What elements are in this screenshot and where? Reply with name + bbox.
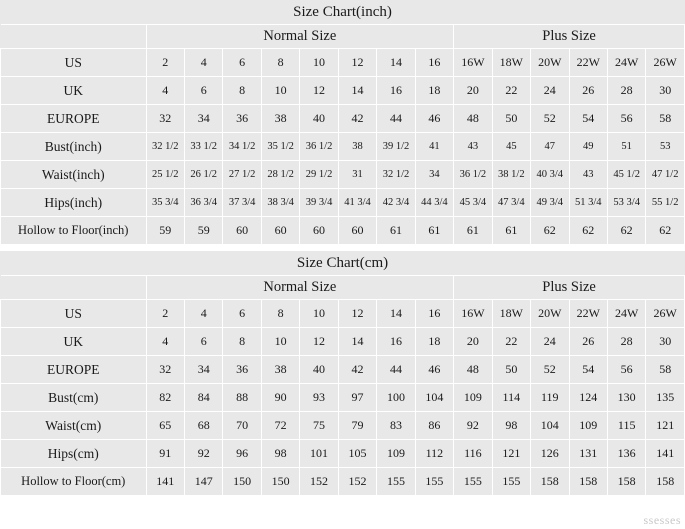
- cell-value: 150: [223, 468, 261, 496]
- cell-value: 105: [338, 440, 376, 468]
- cell-value: 60: [338, 217, 376, 245]
- cell-value: 12: [338, 300, 376, 328]
- size-chart-inch-table: [0, 0, 685, 245]
- cell-value: 50: [492, 105, 530, 133]
- cell-value: 4: [184, 49, 222, 77]
- cell-value: 70: [223, 412, 261, 440]
- cell-value: 56: [607, 105, 645, 133]
- cell-value: 62: [569, 217, 607, 245]
- cell-value: 10: [300, 300, 338, 328]
- cell-value: 14: [377, 49, 415, 77]
- cell-value: 131: [569, 440, 607, 468]
- cell-value: 93: [300, 384, 338, 412]
- table-row: [1, 77, 685, 105]
- cell-value: 60: [261, 217, 299, 245]
- cell-value: 2: [146, 49, 184, 77]
- cell-value: 158: [607, 468, 645, 496]
- cell-value: 90: [261, 384, 299, 412]
- corner-cell: [1, 25, 147, 49]
- cell-value: 126: [531, 440, 569, 468]
- cell-value: 53 3/4: [607, 189, 645, 217]
- cell-value: 34: [184, 105, 222, 133]
- table-row: [1, 384, 685, 412]
- cell-value: 41 3/4: [338, 189, 376, 217]
- cell-value: 92: [184, 440, 222, 468]
- cell-value: 43: [569, 161, 607, 189]
- cell-value: 47: [531, 133, 569, 161]
- cell-value: 8: [261, 300, 299, 328]
- cell-value: 155: [377, 468, 415, 496]
- cell-value: 42: [338, 105, 376, 133]
- chart-title-row: [1, 0, 685, 25]
- cell-value: 104: [415, 384, 453, 412]
- row-label: Hollow to Floor(inch): [1, 217, 147, 245]
- cell-value: 42 3/4: [377, 189, 415, 217]
- cell-value: 37 3/4: [223, 189, 261, 217]
- cell-value: 48: [454, 105, 492, 133]
- cell-value: 18: [415, 77, 453, 105]
- cell-value: 152: [338, 468, 376, 496]
- row-label: EUROPE: [1, 105, 147, 133]
- cell-value: 38: [338, 133, 376, 161]
- cell-value: 51 3/4: [569, 189, 607, 217]
- cell-value: 40: [300, 105, 338, 133]
- cell-value: 16: [415, 49, 453, 77]
- cell-value: 59: [146, 217, 184, 245]
- cell-value: 39 3/4: [300, 189, 338, 217]
- cell-value: 62: [531, 217, 569, 245]
- cell-value: 86: [415, 412, 453, 440]
- cell-value: 62: [607, 217, 645, 245]
- cell-value: 46: [415, 105, 453, 133]
- cell-value: 32 1/2: [377, 161, 415, 189]
- cell-value: 12: [338, 49, 376, 77]
- cell-value: 98: [261, 440, 299, 468]
- cell-value: 44 3/4: [415, 189, 453, 217]
- cell-value: 18W: [492, 49, 530, 77]
- cell-value: 26W: [646, 300, 685, 328]
- cell-value: 96: [223, 440, 261, 468]
- cell-value: 22W: [569, 300, 607, 328]
- cell-value: 36 1/2: [300, 133, 338, 161]
- cell-value: 4: [184, 300, 222, 328]
- size-chart-cm-block: [0, 251, 685, 496]
- cell-value: 40 3/4: [531, 161, 569, 189]
- cell-value: 24: [531, 328, 569, 356]
- cell-value: 8: [223, 77, 261, 105]
- table-row: [1, 412, 685, 440]
- row-label: UK: [1, 77, 147, 105]
- cell-value: 22: [492, 328, 530, 356]
- chart-title-row: [1, 251, 685, 276]
- cell-value: 68: [184, 412, 222, 440]
- cell-value: 6: [184, 328, 222, 356]
- chart-group-row: [1, 25, 685, 49]
- cell-value: 100: [377, 384, 415, 412]
- cell-value: 22: [492, 77, 530, 105]
- cell-value: 114: [492, 384, 530, 412]
- group-header-normal: Normal Size: [146, 276, 454, 300]
- cell-value: 20W: [531, 49, 569, 77]
- cell-value: 98: [492, 412, 530, 440]
- cell-value: 158: [646, 468, 685, 496]
- cell-value: 59: [184, 217, 222, 245]
- cell-value: 44: [377, 105, 415, 133]
- cell-value: 35 1/2: [261, 133, 299, 161]
- row-label: US: [1, 49, 147, 77]
- cell-value: 54: [569, 105, 607, 133]
- cell-value: 84: [184, 384, 222, 412]
- cell-value: 45: [492, 133, 530, 161]
- cell-value: 44: [377, 356, 415, 384]
- cell-value: 75: [300, 412, 338, 440]
- cell-value: 61: [415, 217, 453, 245]
- cell-value: 91: [146, 440, 184, 468]
- cell-value: 158: [569, 468, 607, 496]
- cell-value: 147: [184, 468, 222, 496]
- cell-value: 32 1/2: [146, 133, 184, 161]
- cell-value: 14: [338, 328, 376, 356]
- cell-value: 32: [146, 356, 184, 384]
- cell-value: 51: [607, 133, 645, 161]
- cell-value: 26: [569, 328, 607, 356]
- cell-value: 16W: [454, 300, 492, 328]
- cell-value: 40: [300, 356, 338, 384]
- cell-value: 60: [300, 217, 338, 245]
- cell-value: 12: [300, 328, 338, 356]
- cell-value: 65: [146, 412, 184, 440]
- cell-value: 141: [146, 468, 184, 496]
- cell-value: 48: [454, 356, 492, 384]
- cell-value: 34: [184, 356, 222, 384]
- group-header-normal: Normal Size: [146, 25, 454, 49]
- cell-value: 56: [607, 356, 645, 384]
- group-header-plus: Plus Size: [454, 276, 685, 300]
- cell-value: 53: [646, 133, 685, 161]
- cell-value: 16W: [454, 49, 492, 77]
- cell-value: 150: [261, 468, 299, 496]
- cell-value: 135: [646, 384, 685, 412]
- cell-value: 16: [377, 328, 415, 356]
- cell-value: 49 3/4: [531, 189, 569, 217]
- cell-value: 35 3/4: [146, 189, 184, 217]
- cell-value: 141: [646, 440, 685, 468]
- cell-value: 22W: [569, 49, 607, 77]
- row-label: UK: [1, 328, 147, 356]
- row-label: Hips(inch): [1, 189, 147, 217]
- row-label: Hollow to Floor(cm): [1, 468, 147, 496]
- cell-value: 45 1/2: [607, 161, 645, 189]
- cell-value: 6: [223, 49, 261, 77]
- cell-value: 10: [261, 328, 299, 356]
- corner-cell: [1, 276, 147, 300]
- row-label: Waist(cm): [1, 412, 147, 440]
- row-label: US: [1, 300, 147, 328]
- cell-value: 83: [377, 412, 415, 440]
- row-label: Waist(inch): [1, 161, 147, 189]
- table-row: [1, 356, 685, 384]
- cell-value: 52: [531, 356, 569, 384]
- table-row: [1, 133, 685, 161]
- cell-value: 109: [569, 412, 607, 440]
- cell-value: 88: [223, 384, 261, 412]
- cell-value: 10: [300, 49, 338, 77]
- cell-value: 121: [492, 440, 530, 468]
- cell-value: 49: [569, 133, 607, 161]
- cell-value: 79: [338, 412, 376, 440]
- cell-value: 58: [646, 356, 685, 384]
- cell-value: 16: [415, 300, 453, 328]
- cell-value: 104: [531, 412, 569, 440]
- cell-value: 155: [454, 468, 492, 496]
- cell-value: 136: [607, 440, 645, 468]
- cell-value: 6: [223, 300, 261, 328]
- cell-value: 109: [377, 440, 415, 468]
- cell-value: 119: [531, 384, 569, 412]
- cell-value: 155: [415, 468, 453, 496]
- cell-value: 62: [646, 217, 685, 245]
- cell-value: 61: [377, 217, 415, 245]
- size-chart-inch-block: [0, 0, 685, 245]
- cell-value: 27 1/2: [223, 161, 261, 189]
- cell-value: 121: [646, 412, 685, 440]
- row-label: Hips(cm): [1, 440, 147, 468]
- cell-value: 38: [261, 356, 299, 384]
- chart-group-row: [1, 276, 685, 300]
- cell-value: 29 1/2: [300, 161, 338, 189]
- cell-value: 38 3/4: [261, 189, 299, 217]
- cell-value: 155: [492, 468, 530, 496]
- group-header-plus: Plus Size: [454, 25, 685, 49]
- cell-value: 50: [492, 356, 530, 384]
- cell-value: 130: [607, 384, 645, 412]
- cell-value: 24: [531, 77, 569, 105]
- cell-value: 8: [223, 328, 261, 356]
- cell-value: 34 1/2: [223, 133, 261, 161]
- cell-value: 26 1/2: [184, 161, 222, 189]
- cell-value: 61: [454, 217, 492, 245]
- cell-value: 36 1/2: [454, 161, 492, 189]
- cell-value: 112: [415, 440, 453, 468]
- cell-value: 34: [415, 161, 453, 189]
- cell-value: 20: [454, 328, 492, 356]
- cell-value: 72: [261, 412, 299, 440]
- cell-value: 33 1/2: [184, 133, 222, 161]
- table-row: [1, 189, 685, 217]
- cell-value: 20W: [531, 300, 569, 328]
- cell-value: 32: [146, 105, 184, 133]
- cell-value: 25 1/2: [146, 161, 184, 189]
- table-row: [1, 440, 685, 468]
- cell-value: 60: [223, 217, 261, 245]
- watermark-text: ssesses: [643, 513, 681, 527]
- cell-value: 12: [300, 77, 338, 105]
- table-row: [1, 161, 685, 189]
- cell-value: 31: [338, 161, 376, 189]
- cell-value: 4: [146, 77, 184, 105]
- cell-value: 42: [338, 356, 376, 384]
- cell-value: 47 1/2: [646, 161, 685, 189]
- cell-value: 109: [454, 384, 492, 412]
- cell-value: 10: [261, 77, 299, 105]
- cell-value: 30: [646, 77, 685, 105]
- chart-title: Size Chart(inch): [1, 0, 685, 25]
- cell-value: 43: [454, 133, 492, 161]
- cell-value: 30: [646, 328, 685, 356]
- cell-value: 18W: [492, 300, 530, 328]
- chart-title: Size Chart(cm): [1, 251, 685, 276]
- cell-value: 36 3/4: [184, 189, 222, 217]
- cell-value: 8: [261, 49, 299, 77]
- cell-value: 24W: [607, 49, 645, 77]
- table-row: [1, 328, 685, 356]
- cell-value: 20: [454, 77, 492, 105]
- cell-value: 82: [146, 384, 184, 412]
- cell-value: 39 1/2: [377, 133, 415, 161]
- cell-value: 28: [607, 77, 645, 105]
- cell-value: 41: [415, 133, 453, 161]
- cell-value: 28: [607, 328, 645, 356]
- cell-value: 45 3/4: [454, 189, 492, 217]
- cell-value: 92: [454, 412, 492, 440]
- cell-value: 36: [223, 356, 261, 384]
- cell-value: 14: [377, 300, 415, 328]
- cell-value: 61: [492, 217, 530, 245]
- cell-value: 36: [223, 105, 261, 133]
- cell-value: 24W: [607, 300, 645, 328]
- cell-value: 28 1/2: [261, 161, 299, 189]
- cell-value: 54: [569, 356, 607, 384]
- cell-value: 152: [300, 468, 338, 496]
- cell-value: 47 3/4: [492, 189, 530, 217]
- cell-value: 97: [338, 384, 376, 412]
- cell-value: 124: [569, 384, 607, 412]
- cell-value: 55 1/2: [646, 189, 685, 217]
- size-chart-cm-table: [0, 251, 685, 496]
- row-label: EUROPE: [1, 356, 147, 384]
- cell-value: 26W: [646, 49, 685, 77]
- cell-value: 38: [261, 105, 299, 133]
- cell-value: 38 1/2: [492, 161, 530, 189]
- cell-value: 6: [184, 77, 222, 105]
- cell-value: 52: [531, 105, 569, 133]
- cell-value: 115: [607, 412, 645, 440]
- cell-value: 18: [415, 328, 453, 356]
- row-label: Bust(cm): [1, 384, 147, 412]
- table-row: [1, 468, 685, 496]
- table-row: [1, 300, 685, 328]
- cell-value: 58: [646, 105, 685, 133]
- cell-value: 101: [300, 440, 338, 468]
- table-row: [1, 217, 685, 245]
- cell-value: 158: [531, 468, 569, 496]
- cell-value: 46: [415, 356, 453, 384]
- row-label: Bust(inch): [1, 133, 147, 161]
- cell-value: 26: [569, 77, 607, 105]
- cell-value: 4: [146, 328, 184, 356]
- cell-value: 14: [338, 77, 376, 105]
- cell-value: 2: [146, 300, 184, 328]
- table-row: [1, 105, 685, 133]
- cell-value: 116: [454, 440, 492, 468]
- cell-value: 16: [377, 77, 415, 105]
- table-row: [1, 49, 685, 77]
